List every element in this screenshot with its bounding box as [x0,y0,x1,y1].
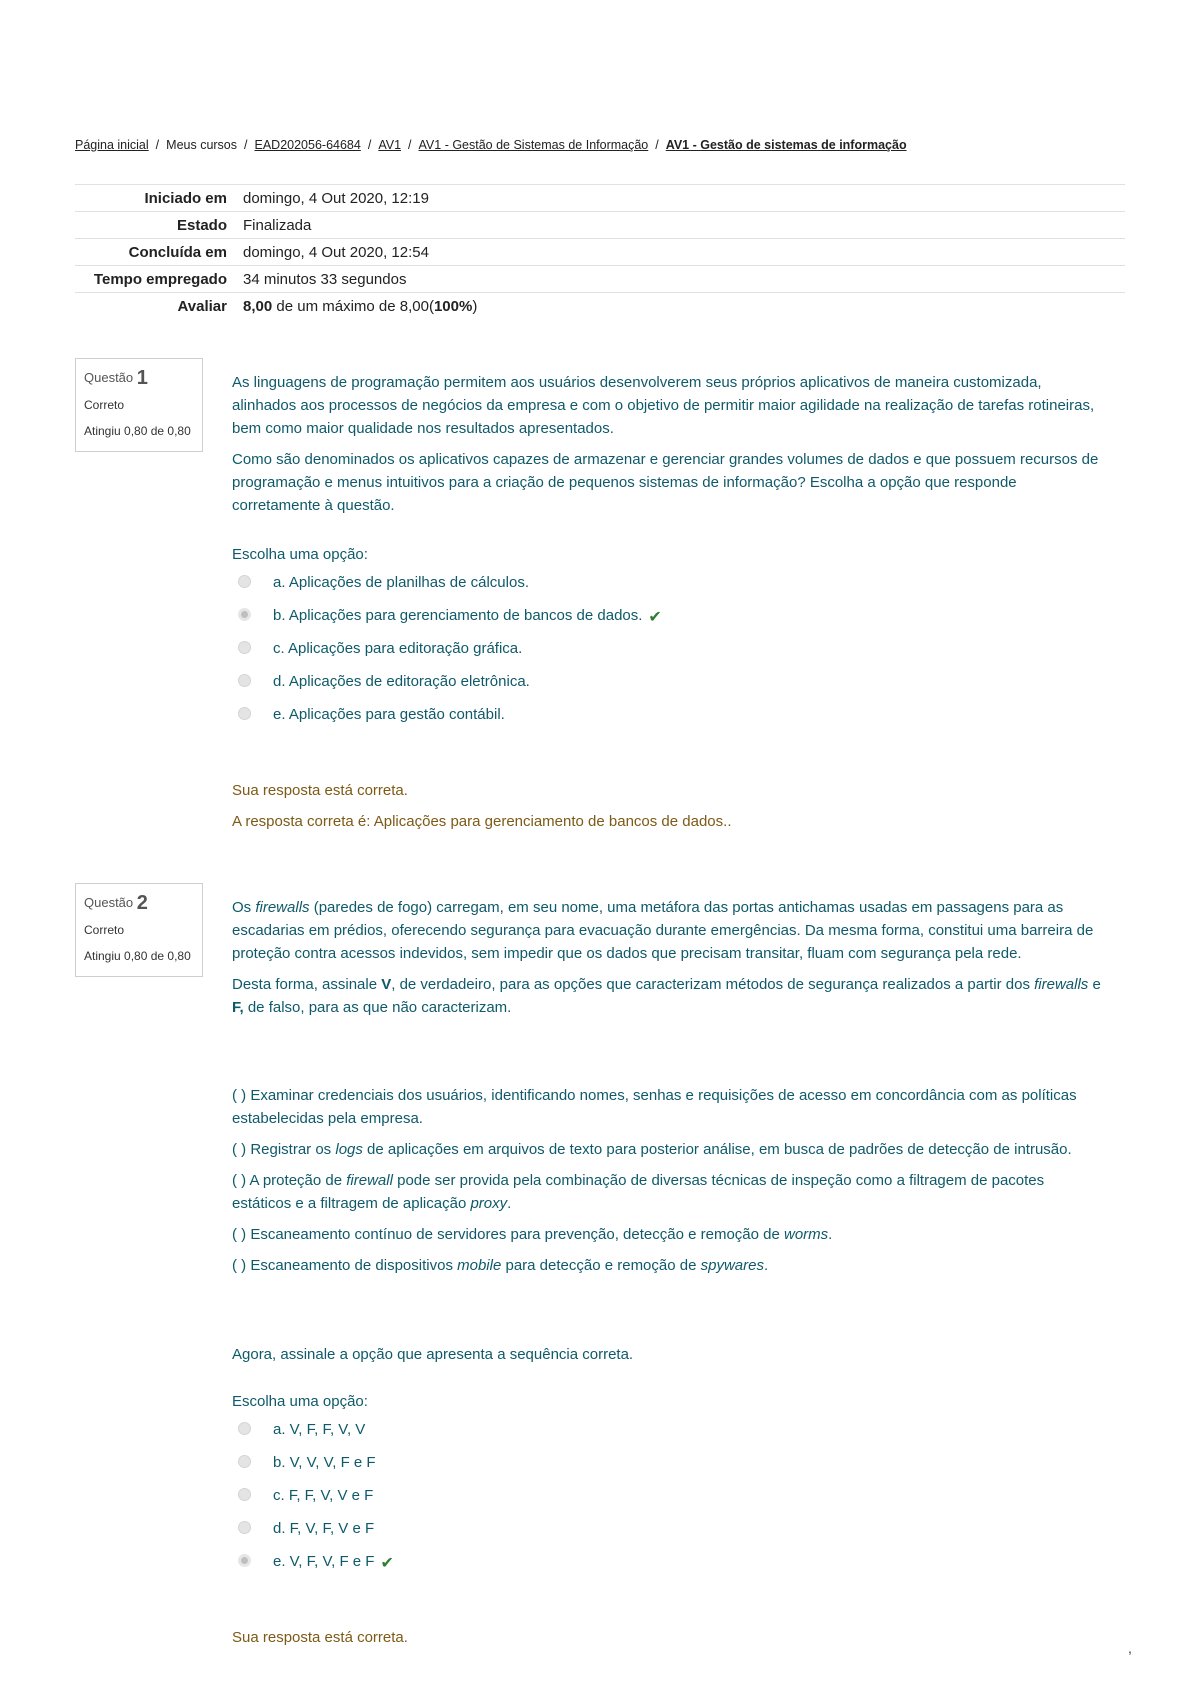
answer-option-selected[interactable] [238,1553,394,1586]
breadcrumb-separator: / [155,138,160,152]
text-run-italic: proxy [470,1195,508,1212]
answer-option[interactable] [238,640,662,673]
radio-button[interactable] [238,1422,251,1435]
statements-list [232,1084,1104,1285]
answer-option[interactable] [238,1487,394,1520]
option-label: b. V, V, V, F e F [273,1454,376,1471]
radio-button[interactable] [238,707,251,720]
text-run-italic: logs [335,1141,363,1158]
question-number [84,892,194,915]
statement-item [232,1084,1104,1130]
text-run-bold: V [381,976,392,993]
summary-label: Avaliar [75,293,235,320]
grade-max: de um máximo de 8,00( [272,298,434,315]
breadcrumb-quiz-link[interactable]: AV1 - Gestão de Sistemas de Informação [418,138,649,152]
summary-row [75,212,1125,239]
text-run-italic: firewalls [255,899,310,916]
radio-button-selected[interactable] [238,608,251,621]
question-2-text [232,896,1104,1027]
check-icon: ✔ [648,609,662,626]
text-run: , de verdadeiro, para as opções que caracterizam métodos de segurança realizados a partir dos [391,976,1035,993]
text-run-italic: firewalls [1034,976,1089,993]
question-paragraph: As linguagens de programação permitem aos usuários desenvolverem seus próprios aplicativos de maneira customizada, alinhados aos processos de negócios da empresa e com o objetivo de permitir maior agilidade na realização de tarefas rotineiras, bem como maior qualidade nos resultados apresentados. [232,374,1095,437]
text-run-italic: spywares [700,1257,764,1274]
summary-row [75,185,1125,212]
text-run-italic: mobile [457,1257,502,1274]
summary-grade-value [235,293,1125,320]
option-label: d. Aplicações de editoração eletrônica. [273,673,530,690]
question-number [84,367,194,390]
choose-option-prompt: Escolha uma opção: [232,1393,368,1410]
answer-option[interactable] [238,706,662,739]
text-run: (paredes de fogo) carregam, em seu nome, uma metáfora das portas antichamas usadas em passagens para as escadarias em prédios, oferecendo segurança para evacuação durante emergências. Da mesma forma, constitui uma barreira de proteção contra acessos indevidos, sem impedir que os dados que precisam transitar, fluam com segurança pela rede. [232,899,1094,962]
answer-option[interactable] [238,574,662,607]
text-run: pode ser provida pela combinação de diversas técnicas de inspeção como a filtragem de pacotes estáticos e a filtragem de aplicação [232,1172,1045,1212]
answer-option[interactable] [238,1421,394,1454]
answer-option[interactable] [238,1454,394,1487]
text-run: ( ) A proteção de [232,1172,347,1189]
breadcrumb-separator: / [367,138,372,152]
option-label: e. V, F, V, F e F [273,1553,375,1570]
summary-row [75,266,1125,293]
text-run: . [828,1226,833,1243]
option-label: a. Aplicações de planilhas de cálculos. [273,574,529,591]
text-run: ( ) Escaneamento de dispositivos [232,1257,458,1274]
question-number-value: 2 [136,892,148,914]
question-1-info [75,358,203,452]
grade-close: ) [472,298,478,315]
radio-button[interactable] [238,674,251,687]
breadcrumb-my-courses: Meus cursos [166,138,238,152]
statement-item [232,1223,1104,1246]
text-run: Os [232,899,256,916]
summary-label: Concluída em [75,239,235,266]
check-icon: ✔ [380,1555,394,1572]
text-run: e [1088,976,1101,993]
radio-button[interactable] [238,641,251,654]
summary-value: domingo, 4 Out 2020, 12:54 [235,239,1125,266]
text-run: Desta forma, assinale [232,976,382,993]
summary-value: Finalizada [235,212,1125,239]
summary-row [75,293,1125,320]
option-label: b. Aplicações para gerenciamento de bancos de dados. [273,607,643,624]
text-run: ( ) Registrar os [232,1141,336,1158]
breadcrumb-course-link[interactable]: EAD202056-64684 [254,138,361,152]
radio-button[interactable] [238,1488,251,1501]
grade-score: 8,00 [243,298,273,315]
text-run-bold: F, [232,999,244,1016]
answer-option-selected[interactable] [238,607,662,640]
option-label: c. Aplicações para editoração gráfica. [273,640,523,657]
radio-button-selected[interactable] [238,1554,251,1567]
summary-label: Tempo empregado [75,266,235,293]
statement-item [232,1138,1104,1161]
question-1-options [238,574,662,739]
question-grade: Atingiu 0,80 de 0,80 [84,949,191,963]
text-run: . [507,1195,512,1212]
question-state: Correto [84,923,125,937]
right-answer: A resposta correta é: Aplicações para gerenciamento de bancos de dados.. [232,813,732,830]
breadcrumb-separator: / [655,138,659,152]
stray-mark: , [1128,1640,1132,1656]
text-run-italic: worms [784,1226,829,1243]
radio-button[interactable] [238,1455,251,1468]
summary-value: domingo, 4 Out 2020, 12:19 [235,185,1125,212]
question-paragraph [232,973,1104,1019]
question-label: Questão [84,370,134,385]
statement-item [232,1169,1104,1215]
option-label: e. Aplicações para gestão contábil. [273,706,505,723]
breadcrumb-section-link[interactable]: AV1 [378,138,402,152]
summary-value: 34 minutos 33 segundos [235,266,1125,293]
grade-percent: 100% [433,298,473,315]
summary-label: Estado [75,212,235,239]
option-label: c. F, F, V, V e F [273,1487,374,1504]
breadcrumb-separator: / [408,138,412,152]
answer-option[interactable] [238,1520,394,1553]
text-run: . [763,1257,769,1274]
statement-item [232,1254,1104,1277]
text-run: de falso, para as que não caracterizam. [243,999,512,1016]
answer-feedback: Sua resposta está correta. [232,782,408,799]
question-label: Questão [84,895,134,910]
question-1-text [232,371,1104,525]
radio-button[interactable] [238,575,251,588]
breadcrumb [75,138,907,152]
radio-button[interactable] [238,1521,251,1534]
question-paragraph [232,896,1104,965]
question-state: Correto [84,398,125,412]
question-number-value: 1 [136,367,148,389]
breadcrumb-current-link[interactable]: AV1 - Gestão de sistemas de informação [665,138,907,152]
option-label: a. V, F, F, V, V [273,1421,366,1438]
question-2-info [75,883,203,977]
breadcrumb-home-link[interactable]: Página inicial [75,138,149,152]
question-2-options [238,1421,394,1586]
answer-option[interactable] [238,673,662,706]
text-run-italic: firewall [346,1172,393,1189]
text-run: ( ) Escaneamento contínuo de servidores para prevenção, detecção e remoção de [232,1226,784,1243]
text-run: para detecção e remoção de [501,1257,701,1274]
answer-feedback: Sua resposta está correta. [232,1629,408,1646]
question-grade: Atingiu 0,80 de 0,80 [84,424,191,438]
attempt-summary-table [75,184,1125,319]
option-label: d. F, V, F, V e F [273,1520,375,1537]
summary-label: Iniciado em [75,185,235,212]
text-run: ( ) Examinar credenciais dos usuários, identificando nomes, senhas e requisições de acesso em concordância com as políticas estabelecidas pela empresa. [232,1087,1077,1127]
summary-row [75,239,1125,266]
question-paragraph: Como são denominados os aplicativos capazes de armazenar e gerenciar grandes volumes de dados e que possuem recursos de programação e menus intuitivos para a criação de pequenos sistemas de informação? Escolha a opção que responde corretamente à questão. [232,451,1099,514]
breadcrumb-separator: / [244,138,248,152]
text-run: de aplicações em arquivos de texto para posterior análise, em busca de padrões de detecção de intrusão. [362,1141,1072,1158]
choose-option-prompt: Escolha uma opção: [232,546,368,563]
instruction-text: Agora, assinale a opção que apresenta a sequência correta. [232,1346,634,1363]
